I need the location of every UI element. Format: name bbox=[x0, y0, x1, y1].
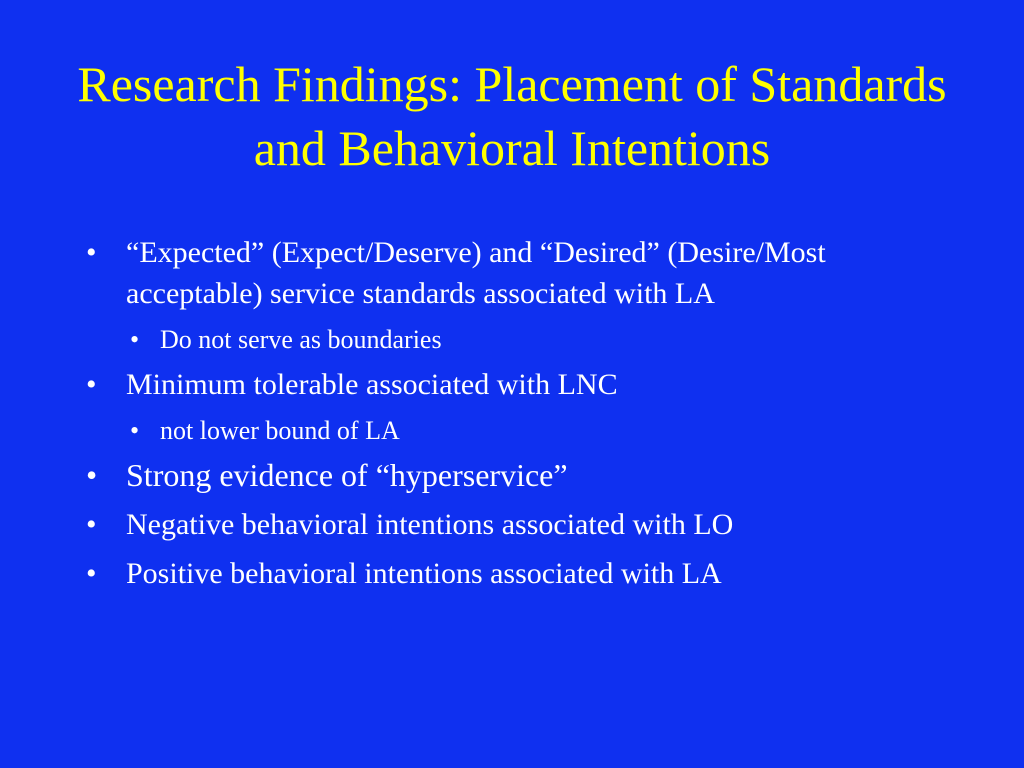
bullet-text: Do not serve as boundaries bbox=[160, 325, 442, 354]
bullet-expected-desired bbox=[86, 232, 966, 314]
bullet-text: Positive behavioral intentions associated with LA bbox=[126, 557, 722, 590]
bullet-dot-icon: • bbox=[86, 508, 97, 541]
bullet-minimum-tolerable bbox=[86, 364, 966, 405]
bullet-dot-icon: • bbox=[86, 236, 97, 269]
bullet-text: Strong evidence of “hyperservice” bbox=[126, 457, 568, 493]
bullet-text: “Expected” (Expect/Deserve) and “Desired” (Desire/Most acceptable) service standards associated with LA bbox=[126, 236, 826, 310]
sub-bullet-lower-bound bbox=[130, 413, 966, 449]
bullet-positive-intentions bbox=[86, 553, 966, 594]
bullet-text: Minimum tolerable associated with LNC bbox=[126, 368, 618, 401]
slide-title: Research Findings: Placement of Standards and Behavioral Intentions bbox=[77, 56, 947, 176]
bullet-text: Negative behavioral intentions associated with LO bbox=[126, 508, 734, 541]
bullet-dot-icon: • bbox=[130, 325, 140, 354]
bullet-list bbox=[86, 232, 966, 602]
bullet-dot-icon: • bbox=[86, 557, 97, 590]
bullet-negative-intentions bbox=[86, 504, 966, 545]
bullet-hyperservice bbox=[86, 455, 966, 496]
sub-bullet-boundaries bbox=[130, 322, 966, 358]
bullet-dot-icon: • bbox=[130, 416, 140, 445]
bullet-dot-icon: • bbox=[86, 368, 97, 401]
bullet-dot-icon: • bbox=[86, 457, 98, 493]
bullet-text: not lower bound of LA bbox=[160, 416, 400, 445]
